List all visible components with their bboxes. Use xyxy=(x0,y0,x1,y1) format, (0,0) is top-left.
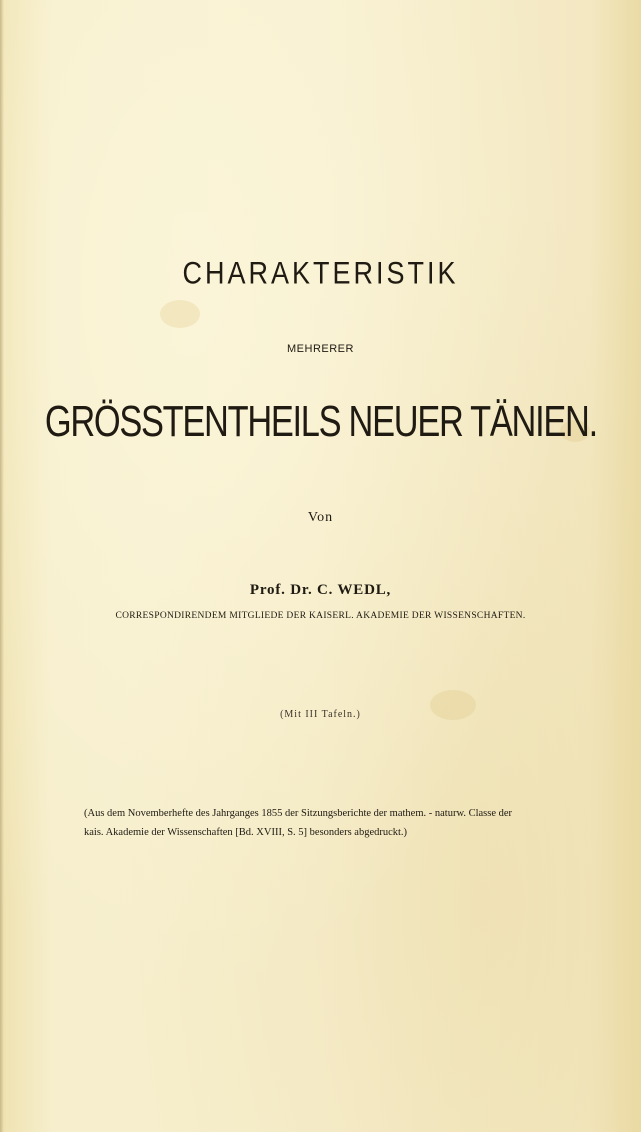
title: CHARAKTERISTIK xyxy=(182,255,459,291)
publication-note-line-2: kais. Akademie der Wissenschaften [Bd. XVIII, S. 5] besonders abgedruckt.) xyxy=(84,827,408,838)
author: Prof. Dr. C. WEDL, xyxy=(249,582,392,598)
by-line: Von xyxy=(307,510,334,525)
affiliation: CORRESPONDIRENDEM MITGLIEDE DER KAISERL. AKADEMIE DER WISSENSCHAFTEN. xyxy=(115,611,526,621)
subtitle: MEHRERER xyxy=(287,343,354,355)
publication-note-line-1: (Aus dem Novemberhefte des Jahrganges 1855 der Sitzungsberichte der mathem. - naturw. Classe der xyxy=(84,808,513,819)
page-left-edge xyxy=(0,0,4,1132)
paper-stain xyxy=(160,300,200,328)
main-title: GRÖSSTENTHEILS NEUER TÄNIEN. xyxy=(44,398,597,446)
publication-note xyxy=(84,804,564,842)
plates-note: (Mit III Tafeln.) xyxy=(280,709,361,720)
